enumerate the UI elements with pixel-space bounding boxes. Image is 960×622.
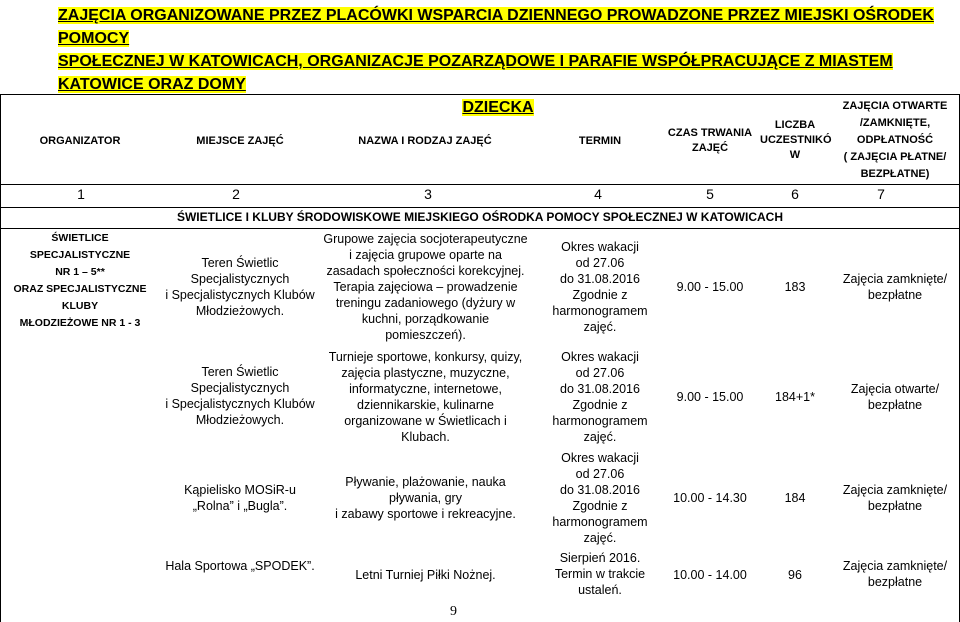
- header-miejsce: MIEJSCE ZAJĘĆ: [196, 135, 284, 147]
- row-2-czas: 9.00 - 15.00: [676, 390, 744, 404]
- column-number-2: 2: [232, 186, 240, 202]
- row-3-miejsce: Kąpielisko MOSiR-u „Rolna” i „Bugla”.: [184, 483, 296, 513]
- row-4-termin: Sierpień 2016. Termin w trakcie ustaleń.: [554, 551, 646, 597]
- organizer-cell: ŚWIETLICE SPECJALISTYCZNE NR 1 – 5** ORAZ SPECJALISTYCZNE KLUBY MŁODZIEŻOWE NR 1 - 3: [13, 232, 147, 329]
- title-line-2: SPOŁECZNEJ W KATOWICACH, ORGANIZACJE POZARZĄDOWE I PARAFIE WSPÓŁPRACUJĄCE Z MIASTEM KATOWICE ORAZ DOMY: [58, 53, 893, 93]
- numbers-bottom-border: [0, 207, 960, 208]
- row-2-zajecia: Zajęcia otwarte/ bezpłatne: [850, 382, 940, 412]
- title-line-1: ZAJĘCIA ORGANIZOWANE PRZEZ PLACÓWKI WSPARCIA DZIENNEGO PROWADZONE PRZEZ MIEJSKI OŚRODEK POMOCY: [58, 7, 934, 47]
- row-1-zajecia: Zajęcia zamknięte/ bezpłatne: [842, 272, 948, 302]
- row-3-zajecia: Zajęcia zamknięte/ bezpłatne: [842, 483, 948, 513]
- row-2-liczba: 184+1*: [775, 390, 815, 404]
- row-1-czas: 9.00 - 15.00: [676, 280, 744, 294]
- column-number-7: 7: [877, 186, 885, 202]
- header-liczba: LICZBA UCZESTNIKÓ W: [760, 119, 832, 161]
- table-left-border: [0, 94, 1, 622]
- row-3-nazwa: Pływanie, plażowanie, nauka pływania, gry i zabawy sportowe i rekreacyjne.: [335, 475, 516, 521]
- section-bottom-border: [0, 228, 960, 229]
- column-number-3: 3: [424, 186, 432, 202]
- row-1-miejsce: Teren Świetlic Specjalistycznych i Specjalistycznych Klubów Młodzieżowych.: [165, 256, 315, 318]
- title-line-3: DZIECKA: [462, 99, 534, 116]
- row-4-miejsce: Hala Sportowa „SPODEK”.: [165, 559, 315, 573]
- row-4-czas: 10.00 - 14.00: [673, 568, 747, 582]
- header-zajecia: ZAJĘCIA OTWARTE /ZAMKNIĘTE, ODPŁATNOŚĆ ( ZAJĘCIA PŁATNE/ BEZPŁATNE): [842, 100, 948, 180]
- row-4-zajecia: Zajęcia zamknięte/ bezpłatne: [842, 559, 948, 589]
- row-1-nazwa: Grupowe zajęcia socjoterapeutyczne i zajęcia grupowe oparte na zasadach społeczności korekcyjnej. Terapia zajęciowa – prowadzenie treningu zadaniowego (dyżury w kuchni, porządkowanie pomieszczeń).: [323, 232, 528, 342]
- row-1-termin: Okres wakacji od 27.06 do 31.08.2016 Zgodnie z harmonogramem zajęć.: [552, 240, 648, 334]
- header-organizator: ORGANIZATOR: [39, 135, 121, 147]
- table-top-border: [0, 94, 960, 95]
- column-number-5: 5: [706, 186, 714, 202]
- section-title: ŚWIETLICE I KLUBY ŚRODOWISKOWE MIEJSKIEGO OŚRODKA POMOCY SPOŁECZNEJ W KATOWICACH: [176, 210, 784, 224]
- row-3-liczba: 184: [784, 491, 806, 505]
- row-3-termin: Okres wakacji od 27.06 do 31.08.2016 Zgodnie z harmonogramem zajęć.: [552, 451, 648, 545]
- column-number-6: 6: [791, 186, 799, 202]
- row-4-liczba: 96: [788, 568, 802, 582]
- document-title: [58, 4, 938, 119]
- column-number-4: 4: [594, 186, 602, 202]
- row-1-liczba: 183: [784, 280, 806, 294]
- row-2-nazwa: Turnieje sportowe, konkursy, quizy, zajęcia plastyczne, muzyczne, informatyczne, internetowe, dziennikarskie, kulinarne organizowane w Świetlicach i Klubach.: [328, 350, 523, 444]
- row-2-miejsce: Teren Świetlic Specjalistycznych i Specjalistycznych Klubów Młodzieżowych.: [165, 365, 315, 427]
- column-number-1: 1: [77, 186, 85, 202]
- row-3-czas: 10.00 - 14.30: [673, 491, 747, 505]
- row-2-termin: Okres wakacji od 27.06 do 31.08.2016 Zgodnie z harmonogramem zajęć.: [552, 350, 648, 444]
- header-czas: CZAS TRWANIA ZAJĘĆ: [667, 127, 753, 154]
- header-bottom-border: [0, 184, 960, 185]
- row-4-nazwa: Letni Turniej Piłki Nożnej.: [355, 568, 496, 582]
- header-termin: TERMIN: [578, 135, 622, 147]
- header-nazwa: NAZWA I RODZAJ ZAJĘĆ: [358, 135, 492, 147]
- page-number: 9: [450, 604, 457, 619]
